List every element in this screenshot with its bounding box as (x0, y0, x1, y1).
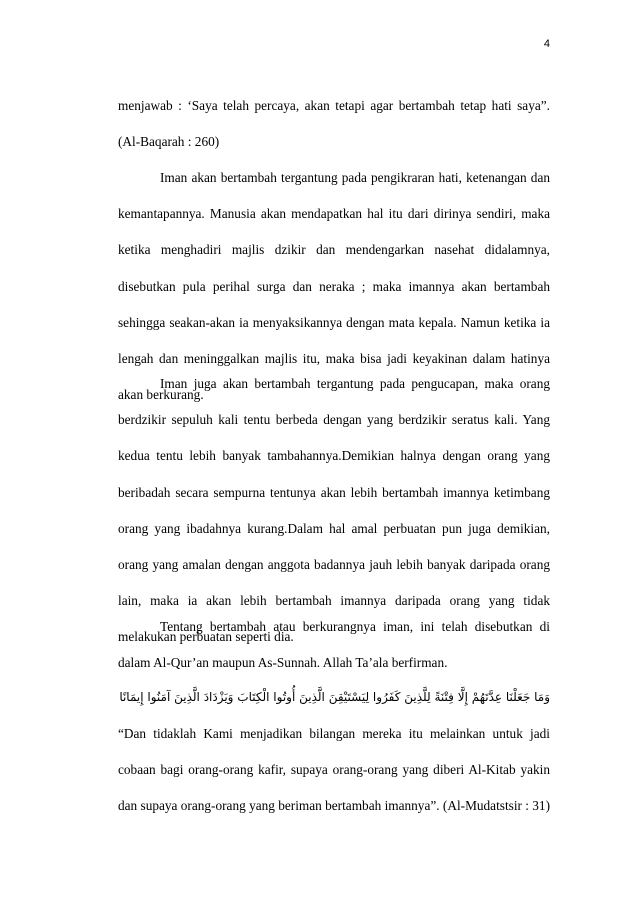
paragraph-intro-verse: Tentang bertambah atau berkurangnya iman, ini telah disebutkan di dalam Al-Qur’an maupun As-Sunnah. Allah Ta’ala berfirman. (118, 619, 550, 671)
page-number: 4 (543, 38, 550, 50)
paragraph-iman-hati: Iman akan bertambah tergantung pada pengikraran hati, ketenangan dan kemantapannya. Manusia akan mendapatkan hal itu dari dirinya sendiri, maka ketika menghadiri majlis dzikir dan mendengarkan nasehat didalamnya, disebutkan pula perihal surga dan neraka ; maka imannya akan bertambah sehingga seakan-akan ia menyaksikannya dengan mata kepala. Namun ketika ia lengah dan meninggalkan majlis itu, maka bisa jadi keyakinan dalam hatinya akan berkurang. (118, 170, 550, 403)
paragraph-quote-continuation: menjawab : ‘Saya telah percaya, akan tetapi agar bertambah tetap hati saya”. (Al-Baqarah : 260) (118, 98, 550, 150)
paragraph-iman-pengucapan: Iman juga akan bertambah tergantung pada pengucapan, maka orang berdzikir sepuluh kali tentu berbeda dengan yang berdzikir seratus kali. Yang kedua tentu lebih banyak tambahannya.Demikian halnya dengan orang yang beribadah secara sempurna tentunya akan lebih bertambah imannya ketimbang orang yang ibadahnya kurang.Dalam hal amal perbuatan pun juga demikian, orang yang amalan dengan anggota badannya jauh lebih banyak daripada orang lain, maka ia akan lebih bertambah imannya daripada orang yang tidak melakukan perbuatan seperti dia. (118, 376, 550, 645)
arabic-verse: وَمَا جَعَلْنَا عِدَّتَهُمْ إِلَّا فِتْنَةً لِلَّذِينَ كَفَرُوا لِيَسْتَيْقِنَ الَّذِينَ أُوتُوا الْكِتَابَ وَيَزْدَادَ الَّذِينَ آمَنُوا إِيمَانًا (119, 690, 550, 704)
verse-translation: “Dan tidaklah Kami menjadikan bilangan mereka itu melainkan untuk jadi cobaan bagi orang-orang kafir, supaya orang-orang yang diberi Al-Kitab yakin dan supaya orang-orang yang beriman bertambah imannya”. (Al-Mudatstsir : 31) (118, 726, 551, 814)
